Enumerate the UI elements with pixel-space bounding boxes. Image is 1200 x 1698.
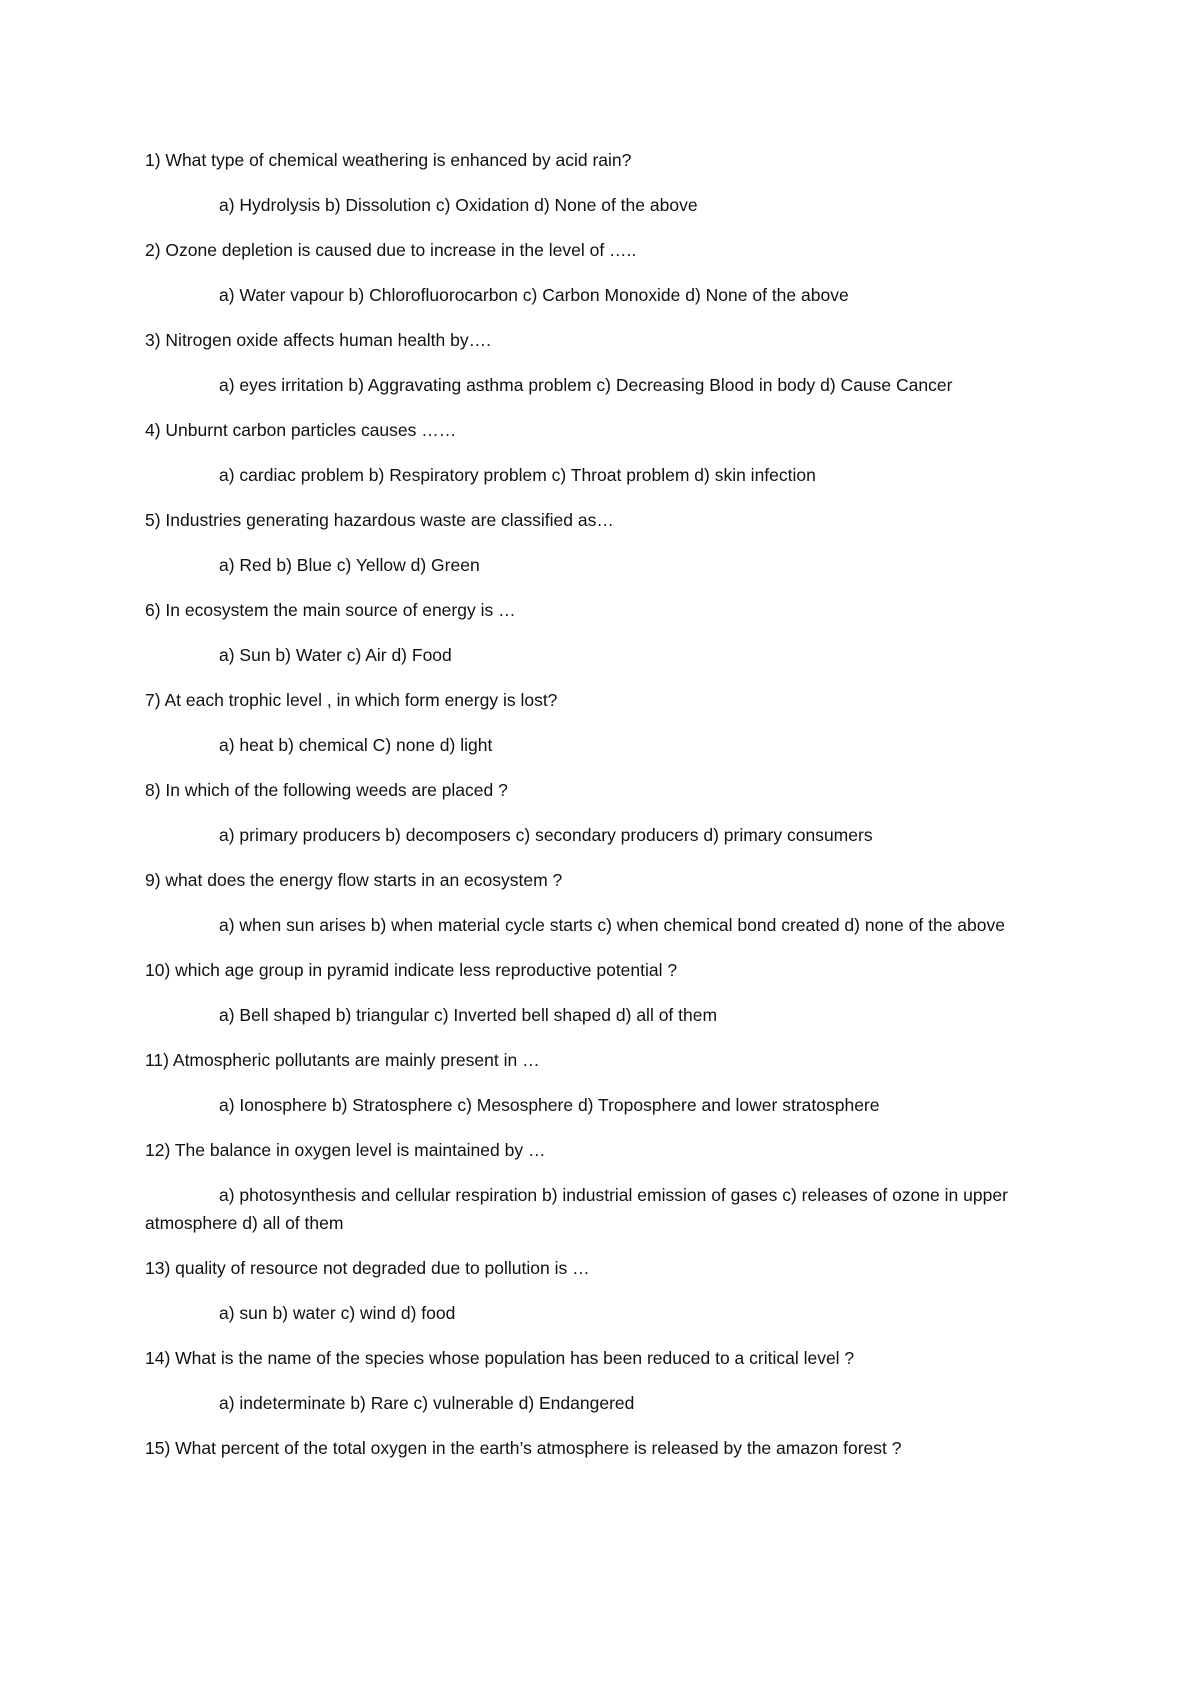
question-options: a) Water vapour b) Chlorofluorocarbon c) Carbon Monoxide d) None of the above xyxy=(219,285,849,305)
question-options: a) when sun arises b) when material cycle starts c) when chemical bond created d) none of the above xyxy=(219,915,1005,935)
question-14 xyxy=(145,1344,1065,1417)
question-7 xyxy=(145,686,1065,759)
question-2 xyxy=(145,236,1065,309)
question-options: a) Red b) Blue c) Yellow d) Green xyxy=(219,555,480,575)
question-9 xyxy=(145,866,1065,939)
question-text: 14) What is the name of the species whose population has been reduced to a critical level ? xyxy=(145,1348,855,1368)
question-options: a) photosynthesis and cellular respiration b) industrial emission of gases c) releases of ozone in upper atmosphere d) all of them xyxy=(145,1185,1008,1233)
question-8 xyxy=(145,776,1065,849)
question-options: a) Sun b) Water c) Air d) Food xyxy=(219,645,452,665)
question-options: a) sun b) water c) wind d) food xyxy=(219,1303,456,1323)
question-options: a) eyes irritation b) Aggravating asthma problem c) Decreasing Blood in body d) Cause Cancer xyxy=(219,375,953,395)
question-5 xyxy=(145,506,1065,579)
question-11 xyxy=(145,1046,1065,1119)
question-list xyxy=(145,146,1065,1479)
question-text: 10) which age group in pyramid indicate less reproductive potential ? xyxy=(145,960,678,980)
question-text: 6) In ecosystem the main source of energy is … xyxy=(145,600,516,620)
question-options: a) indeterminate b) Rare c) vulnerable d) Endangered xyxy=(219,1393,635,1413)
question-options: a) Hydrolysis b) Dissolution c) Oxidation d) None of the above xyxy=(219,195,698,215)
question-options: a) Ionosphere b) Stratosphere c) Mesosphere d) Troposphere and lower stratosphere xyxy=(219,1095,880,1115)
question-text: 12) The balance in oxygen level is maintained by … xyxy=(145,1140,546,1160)
question-options: a) primary producers b) decomposers c) secondary producers d) primary consumers xyxy=(219,825,873,845)
question-text: 8) In which of the following weeds are placed ? xyxy=(145,780,508,800)
question-10 xyxy=(145,956,1065,1029)
question-13 xyxy=(145,1254,1065,1327)
question-4 xyxy=(145,416,1065,489)
question-3 xyxy=(145,326,1065,399)
question-options: a) cardiac problem b) Respiratory problem c) Throat problem d) skin infection xyxy=(219,465,816,485)
question-15 xyxy=(145,1434,1065,1462)
question-text: 5) Industries generating hazardous waste are classified as… xyxy=(145,510,614,530)
question-options: a) heat b) chemical C) none d) light xyxy=(219,735,493,755)
question-text: 1) What type of chemical weathering is enhanced by acid rain? xyxy=(145,150,632,170)
question-6 xyxy=(145,596,1065,669)
question-text: 7) At each trophic level , in which form energy is lost? xyxy=(145,690,558,710)
question-text: 4) Unburnt carbon particles causes …… xyxy=(145,420,457,440)
question-12 xyxy=(145,1136,1065,1237)
question-1 xyxy=(145,146,1065,219)
question-text: 11) Atmospheric pollutants are mainly present in … xyxy=(145,1050,540,1070)
question-text: 15) What percent of the total oxygen in the earth’s atmosphere is released by the amazon forest ? xyxy=(145,1438,902,1458)
question-text: 2) Ozone depletion is caused due to increase in the level of ….. xyxy=(145,240,637,260)
question-text: 3) Nitrogen oxide affects human health by…. xyxy=(145,330,491,350)
question-options: a) Bell shaped b) triangular c) Inverted bell shaped d) all of them xyxy=(219,1005,718,1025)
question-text: 13) quality of resource not degraded due to pollution is … xyxy=(145,1258,590,1278)
question-text: 9) what does the energy flow starts in an ecosystem ? xyxy=(145,870,563,890)
